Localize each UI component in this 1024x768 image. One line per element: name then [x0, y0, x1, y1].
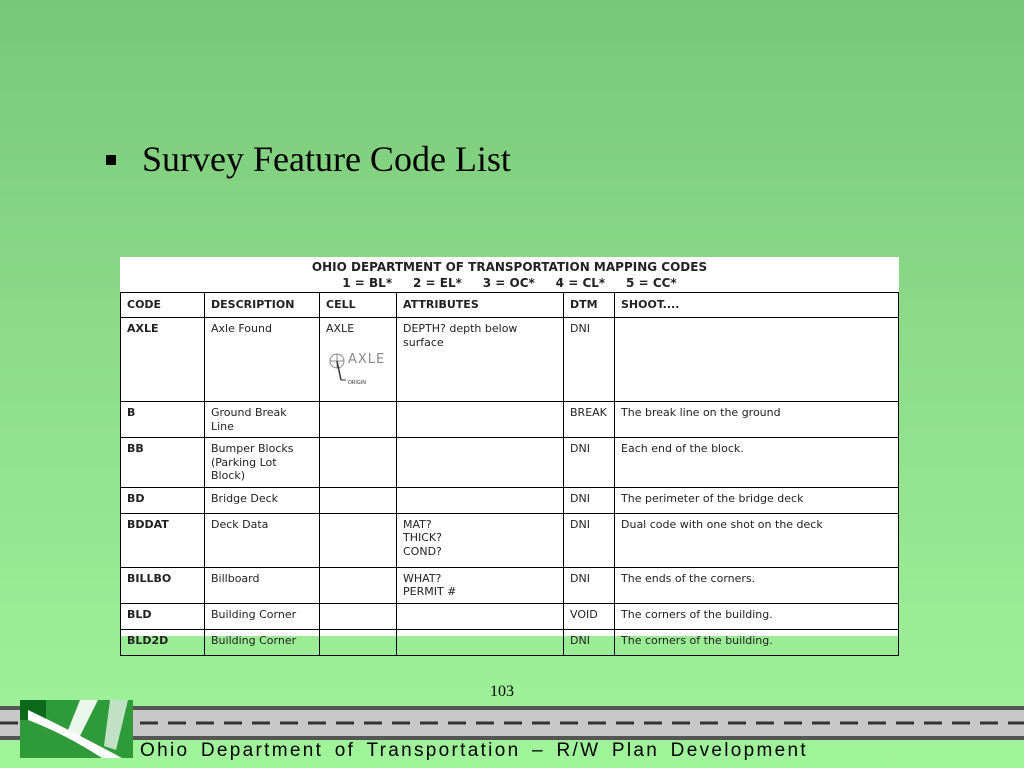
cell-cell	[320, 629, 397, 655]
table-row	[121, 402, 899, 438]
cell-code: B	[121, 402, 205, 438]
odot-logo	[20, 700, 133, 758]
table-row	[121, 629, 899, 655]
header-cell: CELL	[320, 293, 397, 318]
cell-shoot: The ends of the corners.	[615, 567, 899, 603]
footer-text: Ohio Department of Transportation – R/W Plan Development	[140, 740, 808, 761]
cell-dtm: DNI	[564, 567, 615, 603]
cell-attributes	[397, 629, 564, 655]
cell-cell	[320, 487, 397, 513]
cell-shoot: The break line on the ground	[615, 402, 899, 438]
cell-shoot: Each end of the block.	[615, 438, 899, 488]
cell-attributes	[397, 487, 564, 513]
cell-dtm: VOID	[564, 603, 615, 629]
cell-description: Ground Break Line	[205, 402, 320, 438]
cell-attributes	[397, 438, 564, 488]
cell-code: BDDAT	[121, 513, 205, 567]
header-attributes: ATTRIBUTES	[397, 293, 564, 318]
header-description: DESCRIPTION	[205, 293, 320, 318]
cell-cell	[320, 438, 397, 488]
table-row	[121, 567, 899, 603]
cell-cell: AXLE AXLE ORIGIN	[320, 318, 397, 402]
cell-cell	[320, 567, 397, 603]
cell-shoot: The corners of the building.	[615, 629, 899, 655]
table-row	[121, 603, 899, 629]
cell-description: Deck Data	[205, 513, 320, 567]
slide-title-text: Survey Feature Code List	[142, 139, 511, 179]
cell-description: Bridge Deck	[205, 487, 320, 513]
cell-dtm: DNI	[564, 438, 615, 488]
road-divider	[0, 706, 1024, 740]
cell-dtm: BREAK	[564, 402, 615, 438]
codes-table	[120, 292, 899, 656]
cell-code: BLD	[121, 603, 205, 629]
table-heading	[120, 257, 899, 292]
table-row	[121, 318, 899, 402]
axle-symbol-label: AXLE	[348, 352, 386, 367]
cell-cell	[320, 513, 397, 567]
page-number: 103	[490, 683, 514, 700]
cell-shoot: The corners of the building.	[615, 603, 899, 629]
cell-attributes	[397, 603, 564, 629]
cell-cell	[320, 402, 397, 438]
axle-symbol-icon	[328, 352, 392, 396]
cell-description: Building Corner	[205, 603, 320, 629]
cell-code: BILLBO	[121, 567, 205, 603]
cell-dtm: DNI	[564, 629, 615, 655]
cell-description: Billboard	[205, 567, 320, 603]
header-dtm: DTM	[564, 293, 615, 318]
cell-code: BB	[121, 438, 205, 488]
cell-attributes: MAT? THICK? COND?	[397, 513, 564, 567]
cell-dtm: DNI	[564, 513, 615, 567]
cell-description: Bumper Blocks (Parking Lot Block)	[205, 438, 320, 488]
table-row	[121, 487, 899, 513]
cell-dtm: DNI	[564, 487, 615, 513]
cell-code: BLD2D	[121, 629, 205, 655]
cell-code: AXLE	[121, 318, 205, 402]
cell-attributes: DEPTH? depth below surface	[397, 318, 564, 402]
cell-shoot: The perimeter of the bridge deck	[615, 487, 899, 513]
table-title: OHIO DEPARTMENT OF TRANSPORTATION MAPPING CODES	[311, 260, 708, 274]
cell-description: Building Corner	[205, 629, 320, 655]
cell-cell	[320, 603, 397, 629]
cell-code: BD	[121, 487, 205, 513]
table-header-row	[121, 293, 899, 318]
header-code: CODE	[121, 293, 205, 318]
bullet-icon	[106, 155, 116, 165]
table-row	[121, 438, 899, 488]
cell-shoot	[615, 318, 899, 402]
cell-attributes	[397, 402, 564, 438]
cell-shoot: Dual code with one shot on the deck	[615, 513, 899, 567]
mapping-codes-table	[120, 257, 899, 647]
table-row	[121, 513, 899, 567]
cell-attributes: WHAT? PERMIT #	[397, 567, 564, 603]
cell-dtm: DNI	[564, 318, 615, 402]
table-legend: 1 = BL* 2 = EL* 3 = OC* 4 = CL* 5 = CC*	[342, 276, 677, 290]
header-shoot: SHOOT....	[615, 293, 899, 318]
axle-symbol-sublabel: ORIGIN	[348, 380, 366, 386]
cell-description: Axle Found	[205, 318, 320, 402]
slide-title	[106, 138, 511, 180]
